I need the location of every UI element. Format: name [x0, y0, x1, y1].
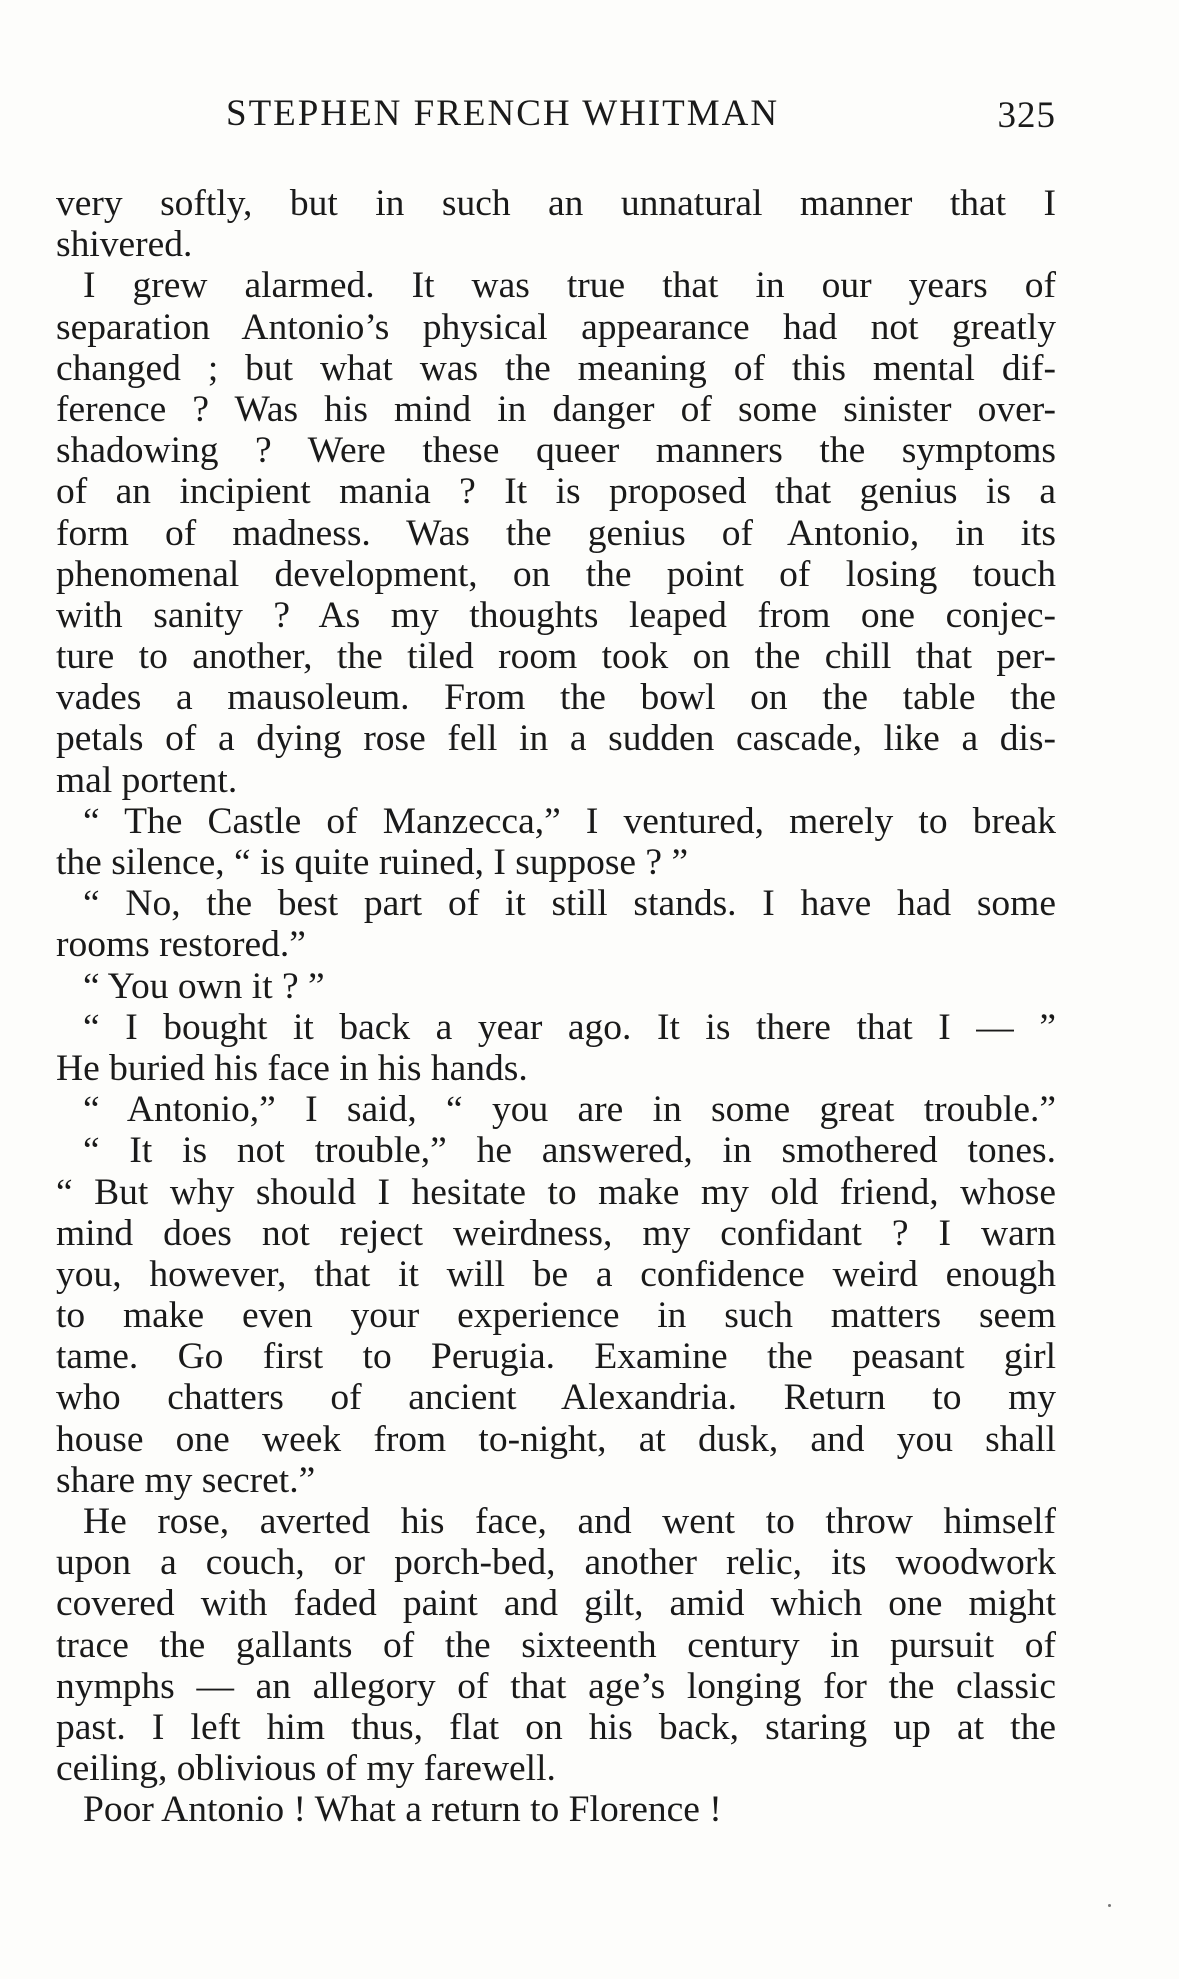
text-line: ceiling, oblivious of my farewell. — [56, 1748, 556, 1790]
text-line: rooms restored.” — [56, 924, 306, 966]
text-line: “ I bought it back a year ago. It is there that I — ” — [83, 1006, 1056, 1048]
text-line: covered with faded paint and gilt, amid which one might — [56, 1583, 1056, 1625]
text-line: He buried his face in his hands. — [56, 1047, 528, 1089]
running-header — [226, 92, 1056, 142]
text-line: nymphs — an allegory of that age’s longing for the classic — [56, 1665, 1056, 1707]
text-line: very softly, but in such an unnatural manner that I — [56, 183, 1056, 224]
text-line: the silence, “ is quite ruined, I suppose ? ” — [56, 842, 689, 883]
running-title: STEPHEN FRENCH WHITMAN — [226, 93, 780, 134]
text-line: of an incipient mania ? It is proposed that genius is a — [56, 471, 1056, 513]
text-line: Poor Antonio ! What a return to Florence ! — [83, 1789, 722, 1831]
text-line: He rose, averted his face, and went to throw himself — [83, 1501, 1056, 1542]
text-line: ference ? Was his mind in danger of some sinister over- — [56, 388, 1056, 430]
text-line: “ Antonio,” I said, “ you are in some great trouble.” — [83, 1089, 1056, 1131]
text-line: mind does not reject weirdness, my confidant ? I warn — [56, 1212, 1056, 1254]
text-line: “ But why should I hesitate to make my old friend, whose — [56, 1171, 1056, 1213]
page-number: 325 — [997, 95, 1056, 136]
text-line: phenomenal development, on the point of losing touch — [56, 553, 1056, 595]
text-line: ture to another, the tiled room took on the chill that per- — [56, 636, 1056, 678]
text-line: “ You own it ? ” — [83, 965, 325, 1007]
text-line: separation Antonio’s physical appearance had not greatly — [56, 306, 1056, 348]
text-line: shadowing ? Were these queer manners the symptoms — [56, 430, 1056, 472]
text-line: “ It is not trouble,” he answered, in smothered tones. — [83, 1130, 1056, 1172]
text-line: mal portent. — [56, 759, 238, 801]
text-line: with sanity ? As my thoughts leaped from one conjec- — [56, 594, 1056, 636]
text-line: trace the gallants of the sixteenth century in pursuit of — [56, 1624, 1056, 1666]
body-text — [56, 183, 1056, 1831]
text-line: “ No, the best part of it still stands. I have had some — [83, 883, 1056, 925]
text-line: who chatters of ancient Alexandria. Return to my — [56, 1377, 1056, 1419]
text-line: I grew alarmed. It was true that in our years of — [83, 265, 1056, 307]
text-line: “ The Castle of Manzecca,” I ventured, merely to break — [83, 800, 1056, 842]
text-line: share my secret.” — [56, 1459, 316, 1501]
paper-speck — [1108, 1904, 1111, 1907]
text-line: to make even your experience in such matters seem — [56, 1295, 1056, 1337]
text-line: form of madness. Was the genius of Antonio, in its — [56, 512, 1056, 554]
text-line: petals of a dying rose fell in a sudden cascade, like a dis- — [56, 718, 1056, 760]
text-line: house one week from to-night, at dusk, and you shall — [56, 1418, 1056, 1460]
text-line: changed ; but what was the meaning of this mental dif- — [56, 347, 1056, 389]
text-line: vades a mausoleum. From the bowl on the table the — [56, 677, 1056, 719]
text-line: upon a couch, or porch-bed, another relic, its woodwork — [56, 1542, 1056, 1584]
text-line: tame. Go first to Perugia. Examine the peasant girl — [56, 1336, 1056, 1378]
text-line: past. I left him thus, flat on his back, staring up at the — [56, 1706, 1056, 1748]
text-line: shivered. — [56, 224, 193, 266]
text-line: you, however, that it will be a confidence weird enough — [56, 1253, 1056, 1295]
